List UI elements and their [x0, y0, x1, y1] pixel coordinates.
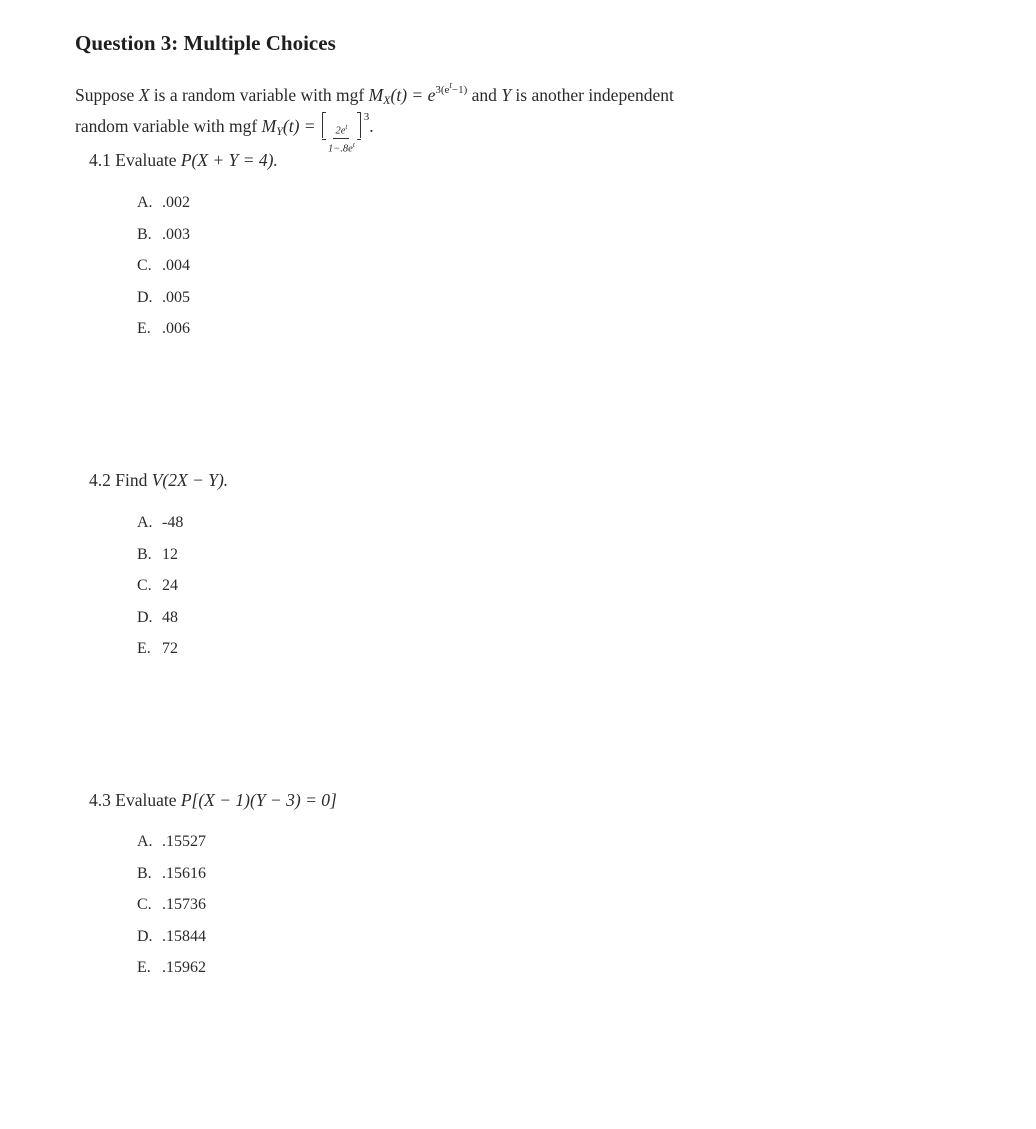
choice-letter: A.: [137, 833, 153, 850]
intro-text: random variable with mgf: [75, 116, 262, 136]
part-4-3-prompt: [89, 790, 337, 811]
mgf-x-exponent-end: −1): [451, 84, 468, 96]
choice-d[interactable]: [137, 608, 183, 640]
choice-letter: A.: [137, 194, 153, 211]
question-heading: Question 3: Multiple Choices: [75, 31, 336, 55]
choice-c[interactable]: [137, 576, 183, 608]
mgf-x-exponent-base: 3(e: [435, 84, 450, 96]
choice-letter: A.: [137, 514, 153, 531]
question-intro: [75, 69, 935, 155]
choice-letter: E.: [137, 640, 151, 657]
choice-b[interactable]: [137, 864, 206, 896]
choice-a[interactable]: [137, 193, 190, 225]
part-4-3-choices: [137, 832, 206, 990]
choice-value: 48: [162, 608, 178, 626]
choice-value: .006: [162, 320, 190, 337]
choice-b[interactable]: [137, 225, 190, 257]
mgf-y-symbol: M: [261, 116, 277, 136]
mgf-y-argument: (t) =: [282, 116, 320, 136]
choice-value: .15962: [162, 959, 206, 976]
part-expression: V(2X − Y).: [151, 470, 229, 490]
choice-letter: E.: [137, 959, 151, 976]
choice-e[interactable]: [137, 639, 183, 671]
choice-letter: D.: [137, 288, 153, 306]
choice-value: .15616: [162, 864, 206, 882]
intro-text: is another independent: [511, 85, 674, 105]
choice-e[interactable]: [137, 958, 206, 990]
math-var-x: X: [138, 85, 150, 105]
choice-value: .15844: [162, 927, 206, 945]
choice-letter: B.: [137, 545, 152, 563]
part-4-2-prompt: [89, 470, 228, 491]
mgf-y-subscript: Y: [276, 124, 283, 138]
choice-c[interactable]: [137, 256, 190, 288]
part-4-1-prompt: [89, 150, 278, 171]
choice-letter: C.: [137, 577, 152, 594]
numerator-t: t: [345, 123, 348, 132]
choice-letter: D.: [137, 927, 153, 945]
mgf-x-subscript: X: [383, 93, 391, 107]
choice-value: 72: [162, 640, 178, 657]
fraction-denominator: [326, 139, 357, 156]
mgf-x-exponent-t: t: [449, 80, 452, 90]
choice-letter: C.: [137, 896, 152, 913]
choice-d[interactable]: [137, 288, 190, 320]
choice-letter: B.: [137, 225, 152, 243]
mgf-x-argument: (t) = e: [390, 85, 436, 105]
mgf-x-symbol: M: [368, 85, 384, 105]
intro-line-2: [75, 101, 935, 155]
denominator-text: 1−.8e: [327, 143, 353, 155]
intro-text: Suppose: [75, 85, 139, 105]
fraction-numerator: [333, 121, 349, 139]
choice-value: .15527: [162, 833, 206, 850]
choice-letter: C.: [137, 257, 152, 274]
math-var-y: Y: [501, 85, 512, 105]
choice-c[interactable]: [137, 895, 206, 927]
mgf-x-exponent: [435, 80, 468, 96]
intro-line-1: [75, 69, 935, 107]
choice-e[interactable]: [137, 319, 190, 351]
choice-value: 12: [162, 545, 178, 563]
part-label: 4.2 Find: [89, 470, 152, 490]
choice-a[interactable]: [137, 513, 183, 545]
choice-value: .003: [162, 225, 190, 243]
choice-b[interactable]: [137, 545, 183, 577]
intro-text: and: [467, 85, 502, 105]
part-4-2-choices: [137, 513, 183, 671]
choice-value: -48: [162, 514, 184, 531]
part-label: 4.3 Evaluate: [89, 790, 181, 810]
part-label: 4.1 Evaluate: [89, 150, 181, 170]
part-expression: P(X + Y = 4).: [180, 150, 278, 170]
mgf-y-power: 3: [363, 111, 370, 123]
choice-value: .15736: [162, 896, 206, 913]
choice-value: .002: [162, 194, 190, 211]
part-4-1-choices: [137, 193, 190, 351]
part-expression: P[(X − 1)(Y − 3) = 0]: [180, 790, 337, 810]
denominator-t: t: [352, 140, 355, 149]
numerator-text: 2e: [335, 125, 346, 137]
choice-value: .005: [162, 288, 190, 306]
mgf-y-bracket: [322, 112, 361, 155]
mgf-y-fraction: [326, 121, 357, 155]
choice-letter: B.: [137, 864, 152, 882]
choice-value: .004: [162, 257, 190, 274]
choice-d[interactable]: [137, 927, 206, 959]
intro-end: .: [369, 116, 374, 136]
intro-text: is a random variable with mgf: [149, 85, 369, 105]
choice-a[interactable]: [137, 832, 206, 864]
choice-letter: D.: [137, 608, 153, 626]
choice-letter: E.: [137, 320, 151, 337]
choice-value: 24: [162, 577, 178, 594]
